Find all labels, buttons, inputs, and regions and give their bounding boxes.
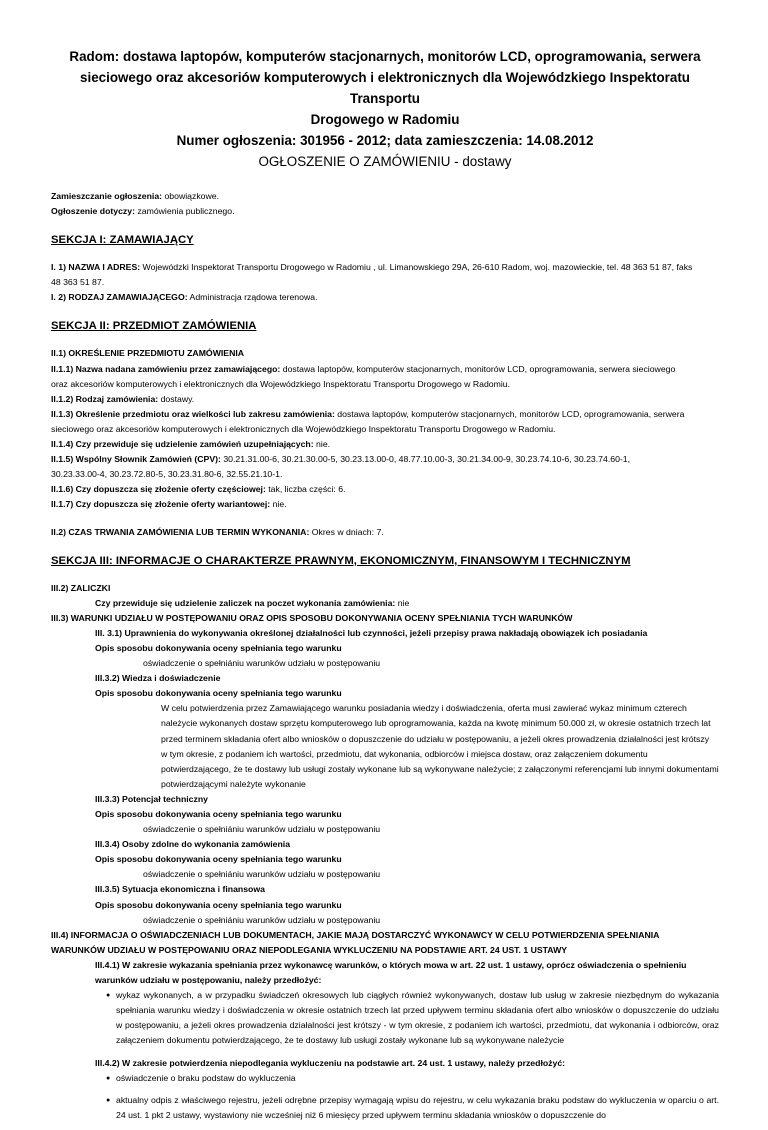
field-value: dostawy. [158, 393, 195, 404]
field-value: obowiązkowe. [162, 191, 220, 201]
field-value: potwierdzającymi należyte wykonanie [161, 778, 306, 789]
section-2-line [51, 407, 719, 422]
field-label: III.3.3) Potencjał techniczny [95, 793, 208, 804]
section-3-line [51, 641, 719, 656]
field-value: Okres w dniach: 7. [309, 526, 384, 537]
section-3-body [51, 581, 719, 1123]
section-1-line [51, 275, 719, 290]
section-2-body [51, 346, 719, 539]
field-value: nie. [270, 499, 287, 510]
field-label: II.1.3) Określenie przedmiotu oraz wielkości lub zakresu zamówienia: [51, 408, 335, 419]
field-label: I. 2) RODZAJ ZAMAWIAJĄCEGO: [51, 292, 188, 303]
section-3-line [51, 747, 719, 762]
notice-title [51, 46, 719, 151]
field-label: II.1.1) Nazwa nadana zamówieniu przez zamawiającego: [51, 363, 281, 374]
section-3-line [51, 928, 719, 943]
section-3-line [51, 656, 719, 671]
section-2-line [51, 346, 719, 361]
section-3-line [51, 732, 719, 747]
field-value: dostawa laptopów, komputerów stacjonarnych, monitorów LCD, oprogramowania, serwera sieciowego [280, 363, 676, 374]
notice-page [51, 0, 719, 1130]
field-label: Opis sposobu dokonywania oceny spełniania tego warunku [95, 809, 342, 819]
meta-line [51, 204, 719, 219]
section-3-line [51, 852, 719, 867]
section-3-line [51, 701, 719, 716]
section-1-heading: SEKCJA I: ZAMAWIAJĄCY [51, 234, 194, 247]
section-3-line [51, 762, 719, 777]
field-label: II.1.6) Czy dopuszcza się złożenie oferty częściowej: [51, 484, 266, 495]
section-3-heading: SEKCJA III: INFORMACJE O CHARAKTERZE PRAWNYM, EKONOMICZNYM, FINANSOWYM I TECHNICZNYM [51, 554, 631, 567]
field-label: Opis sposobu dokonywania oceny spełniania tego warunku [95, 688, 342, 699]
field-label: Opis sposobu dokonywania oceny spełniania tego warunku [95, 854, 342, 865]
field-value: oświadczenie o spełniániu warunków udziału w postępowaniu [143, 824, 381, 835]
section-3-line [51, 898, 719, 913]
section-3-line [51, 777, 719, 792]
section-3-line [51, 611, 719, 626]
meta-line [51, 189, 719, 204]
section-3-line [51, 822, 719, 837]
field-label: warunków udziału w postępowaniu, należy przedłożyć: [95, 975, 322, 986]
section-3-line [51, 1056, 719, 1071]
field-label: II.1.5) Wspólny Słownik Zamówień (CPV): [51, 454, 221, 465]
field-value: oraz akcesoriów komputerowych i elektronicznych dla Wojewódzkiego Inspektoratu Transportu Drogowego w Radomiu. [51, 378, 511, 389]
section-2-line [51, 497, 719, 512]
section-2-line [51, 422, 719, 437]
field-value: przed terminem składania ofert albo wniosków o dopuszczenie do udziału w postępowaniu, a jeżeli okres prowadzenia działalności jest krótszy [161, 733, 710, 744]
section-1-line [51, 260, 719, 275]
section-3-line [51, 716, 719, 731]
field-label: III.2) ZALICZKI [51, 582, 111, 593]
documents-list-2 [51, 1071, 719, 1123]
section-3-line [51, 958, 719, 973]
field-value: potwierdzającego, że te dostawy lub usługi zostały wykonane lub są wykonywane należycie; z załączonymi referencjami lub innymi dokumentami [161, 763, 719, 774]
field-value: Administracja rządowa terenowa. [187, 292, 318, 303]
field-value: oświadczenie o spełniániu warunków udziału w postępowaniu [143, 658, 381, 669]
title-line: Drogowego w Radomiu [310, 112, 460, 127]
field-label: Opis sposobu dokonywania oceny spełniania tego warunku [95, 899, 342, 910]
section-2-line [51, 482, 719, 497]
notice-meta [51, 189, 719, 219]
field-label: III.3.5) Sytuacja ekonomiczna i finansowa [95, 884, 265, 895]
section-3-line [51, 973, 719, 988]
section-2-duration [51, 525, 719, 540]
bullet-item: ● oświadczenie o braku podstaw do wykluczenia [106, 1071, 719, 1086]
field-label: Opis sposobu dokonywania oceny spełniania tego warunku [95, 642, 342, 653]
section-3-line [51, 867, 719, 882]
field-label: II.1.7) Czy dopuszcza się złożenie oferty wariantowej: [51, 499, 271, 510]
field-value: tak, liczba części: 6. [265, 484, 346, 495]
section-2-line [51, 452, 719, 467]
notice-subtitle: OGŁOSZENIE O ZAMÓWIENIU - dostawy [258, 154, 512, 169]
section-2-line [51, 392, 719, 407]
title-line: sieciowego oraz akcesoriów komputerowych i elektronicznych dla Wojewódzkiego Inspektoratu Transportu [80, 70, 690, 106]
field-label: II.1) OKREŚLENIE PRZEDMIOTU ZAMÓWIENIA [51, 348, 245, 359]
field-value: zamówienia publicznego. [135, 206, 235, 217]
section-3-line [51, 626, 719, 641]
title-line: Numer ogłoszenia: 301956 - 2012; data zamieszczenia: 14.08.2012 [176, 133, 594, 148]
field-value: oświadczenie o spełniániu warunków udziału w postępowaniu [143, 914, 381, 925]
field-label: III.4.2) W zakresie potwierdzenia niepodlegania wykluczeniu na podstawie art. 24 ust. 1 ustawy, należy przedłożyć: [95, 1057, 566, 1068]
field-label: III.3.2) Wiedza i doświadczenie [95, 673, 221, 684]
field-label: Ogłoszenie dotyczy: [51, 206, 135, 217]
field-label: Zamieszczanie ogłoszenia: [51, 191, 163, 201]
field-label: II.2) CZAS TRWANIA ZAMÓWIENIA LUB TERMIN WYKONANIA: [51, 526, 310, 537]
section-2-line [51, 377, 719, 392]
field-value: dostawa laptopów, komputerów stacjonarnych, monitorów LCD, oprogramowania, serwera [334, 408, 685, 419]
section-2-line [51, 437, 719, 452]
section-1-line [51, 290, 719, 305]
field-label: I. 1) NAZWA I ADRES: [51, 262, 141, 273]
section-3-line [51, 807, 719, 822]
field-value: w tym okresie, z podaniem ich wartości, przedmiotu, dat wykonania, odbiorców i miejsca dostaw, oraz załączeniem dokumentu [161, 748, 648, 759]
field-value: Wojewódzki Inspektorat Transportu Drogowego w Radomiu , ul. Limanowskiego 29A, 26-610 Radom, woj. mazowieckie, tel. 48 363 51 87, faks [140, 262, 693, 273]
field-label: III.3) WARUNKI UDZIAŁU W POSTĘPOWANIU ORAZ OPIS SPOSOBU DOKONYWANIA OCENY SPEŁNIANIA TYCH WARUNKÓW [51, 612, 573, 623]
section-2-line [51, 467, 719, 482]
section-3-line [51, 792, 719, 807]
section-3-line [51, 581, 719, 596]
section-3-line [51, 671, 719, 686]
field-value: należycie wykonanych dostaw sprzętu komputerowego lub oprogramowania, każda na kwotę minimum 50.000 zł, w okresie ostatnich trzech lat [161, 718, 711, 729]
field-value: 30.21.31.00-6, 30.21.30.00-5, 30.23.13.00-0, 48.77.10.00-3, 30.21.34.00-9, 30.23.74.10-6, 30.23.74.60-1, [220, 454, 631, 465]
field-label: III.4) INFORMACJA O OŚWIADCZENIACH LUB DOKUMENTACH, JAKIE MAJĄ DOSTARCZYĆ WYKONAWCY W CELU POTWIERDZENIA SPEŁNIANIA [51, 929, 660, 940]
field-label: II.1.2) Rodzaj zamówienia: [51, 393, 159, 404]
field-value: W celu potwierdzenia przez Zamawiającego warunku posiadania wiedzy i doświadczenia, oferta musi zawierać wykaz minimum czterech [161, 703, 687, 714]
field-value: nie. [313, 439, 331, 450]
spacer [51, 513, 719, 525]
field-value: sieciowego oraz akcesoriów komputerowych i elektronicznych dla Wojewódzkiego Inspektoratu Transportu Drogowego w Radomiu. [51, 423, 556, 434]
section-3-line [51, 837, 719, 852]
field-label: Czy przewiduje się udzielenie zaliczek na poczet wykonania zamówienia: [95, 597, 396, 608]
title-line: Radom: dostawa laptopów, komputerów stacjonarnych, monitorów LCD, oprogramowania, serwera [69, 49, 701, 64]
section-3-line [51, 882, 719, 897]
section-3-line [51, 943, 719, 958]
field-label: III.3.4) Osoby zdolne do wykonania zamówienia [95, 839, 291, 850]
bullet-item: ● aktualny odpis z właściwego rejestru, jeżeli odrębne przepisy wymagają wpisu do rejestru, w celu wykazania braku podstaw do wykluczenia w oparciu o art. 24 ust. 1 pkt 2 ustawy, wystawiony nie wcześniej niż 6 miesięcy przed upływem terminu składania wniosków o dopuszczenie do [106, 1093, 719, 1123]
bullet-item: ● wykaz wykonanych, a w przypadku świadczeń okresowych lub ciągłych również wykonywanych, dostaw lub usług w zakresie niezbędnym do wykazania spełniania warunku wiedzy i doświadczenia w okresie ostatnich trzech lat przed upływem terminu składania ofert albo wniosków o dopuszczenie do udziału w postępowaniu, a jeżeli okres prowadzenia działalności jest krótszy - w tym okresie, z podaniem ich wartości, przedmiotu, dat wykonania i odbiorców, oraz załączeniem dokumentu potwierdzającego, że te dostawy lub usługi zostały wykonane lub są wykonywane należycie [106, 988, 719, 1048]
section-3-line [51, 596, 719, 611]
field-label: II.1.4) Czy przewiduje się udzielenie zamówień uzupełniających: [51, 439, 314, 450]
section-1-body [51, 260, 719, 305]
field-value: nie [395, 597, 410, 608]
section-2-line [51, 362, 719, 377]
field-value: oświadczenie o spełniániu warunków udziału w postępowaniu [143, 869, 381, 880]
section-2-heading: SEKCJA II: PRZEDMIOT ZAMÓWIENIA [51, 320, 257, 333]
field-value: 48 363 51 87. [51, 277, 105, 288]
field-label: III.4.1) W zakresie wykazania spełniania przez wykonawcę warunków, o których mowa w art. 22 ust. 1 ustawy, oprócz oświadczenia o spełnieniu [95, 959, 687, 970]
section-3-line [51, 686, 719, 701]
field-value: 30.23.33.00-4, 30.23.72.80-5, 30.23.31.80-6, 32.55.21.10-1. [51, 469, 283, 480]
section-3-line [51, 913, 719, 928]
documents-list-1 [51, 988, 719, 1048]
field-label: III. 3.1) Uprawnienia do wykonywania określonej działalności lub czynności, jeżeli przepisy prawa nakładają obowiązek ich posiadania [95, 627, 648, 638]
field-label: WARUNKÓW UDZIAŁU W POSTĘPOWANIU ORAZ NIEPODLEGANIA WYKLUCZENIU NA PODSTAWIE ART. 24 UST. 1 USTAWY [51, 944, 568, 955]
